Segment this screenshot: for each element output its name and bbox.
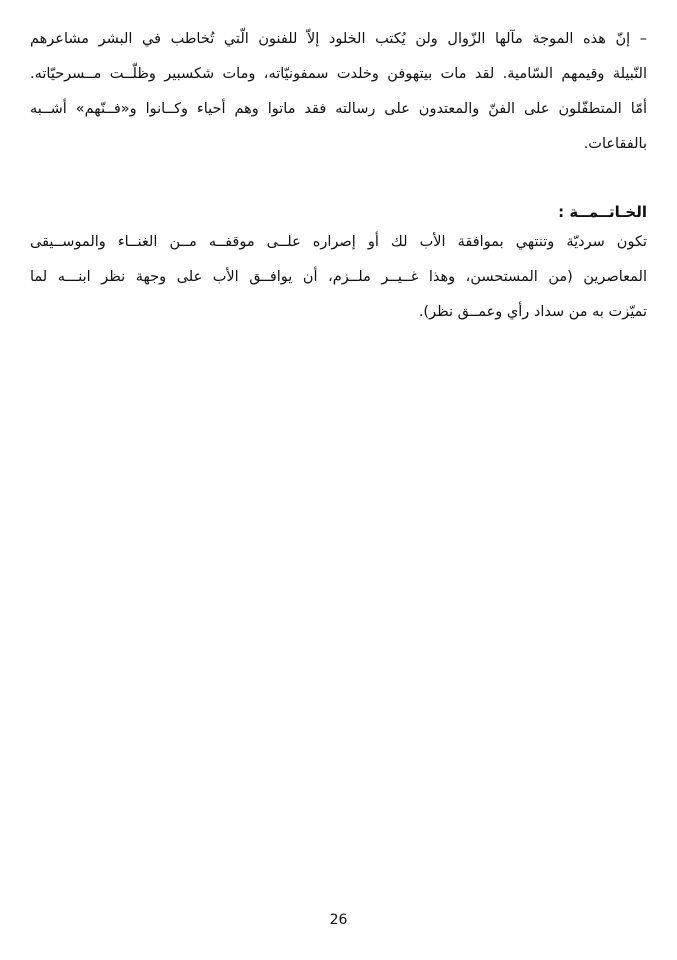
conclusion-paragraph: [30, 225, 647, 330]
paragraph-line: النّبيلة وقيمهم السّامية. لقد مات بيتهوفن وخلدت سمفونيّاته، ومات شكسبير وظلّــت مــسرحيّاته.: [30, 66, 647, 82]
paragraph-line: أمّا المتطفّلون على الفنّ والمعتدون على رسالته فقد ماتوا وهم أحياء وكــانوا و«فــنّهم» أشــبه: [30, 101, 647, 117]
paragraph-line: بالفقاعات.: [583, 136, 647, 152]
paragraph-line: تميّزت به من سداد رأي وعمــق نظر).: [418, 304, 647, 320]
paragraph-line: – إنّ هذه الموجة مآلها الزّوال ولن يُكتب الخلود إلاّ للفنون الّتي تُخاطب في البشر مشاعرهم: [30, 31, 647, 47]
intro-paragraph: [30, 22, 647, 162]
page-number: 26: [329, 912, 348, 928]
conclusion-heading: الخـاتــمــة :: [558, 203, 647, 221]
paragraph-line: المعاصرين (من المستحسن، وهذا غــيــر ملــزم، أن يوافــق الأب على وجهة نظر ابنـــه لما: [30, 269, 647, 285]
paragraph-line: تكون سرديّة وتنتهي بموافقة الأب لك أو إصراره علــى موقفــه مــن الغنــاء والموســيقى: [30, 234, 647, 250]
